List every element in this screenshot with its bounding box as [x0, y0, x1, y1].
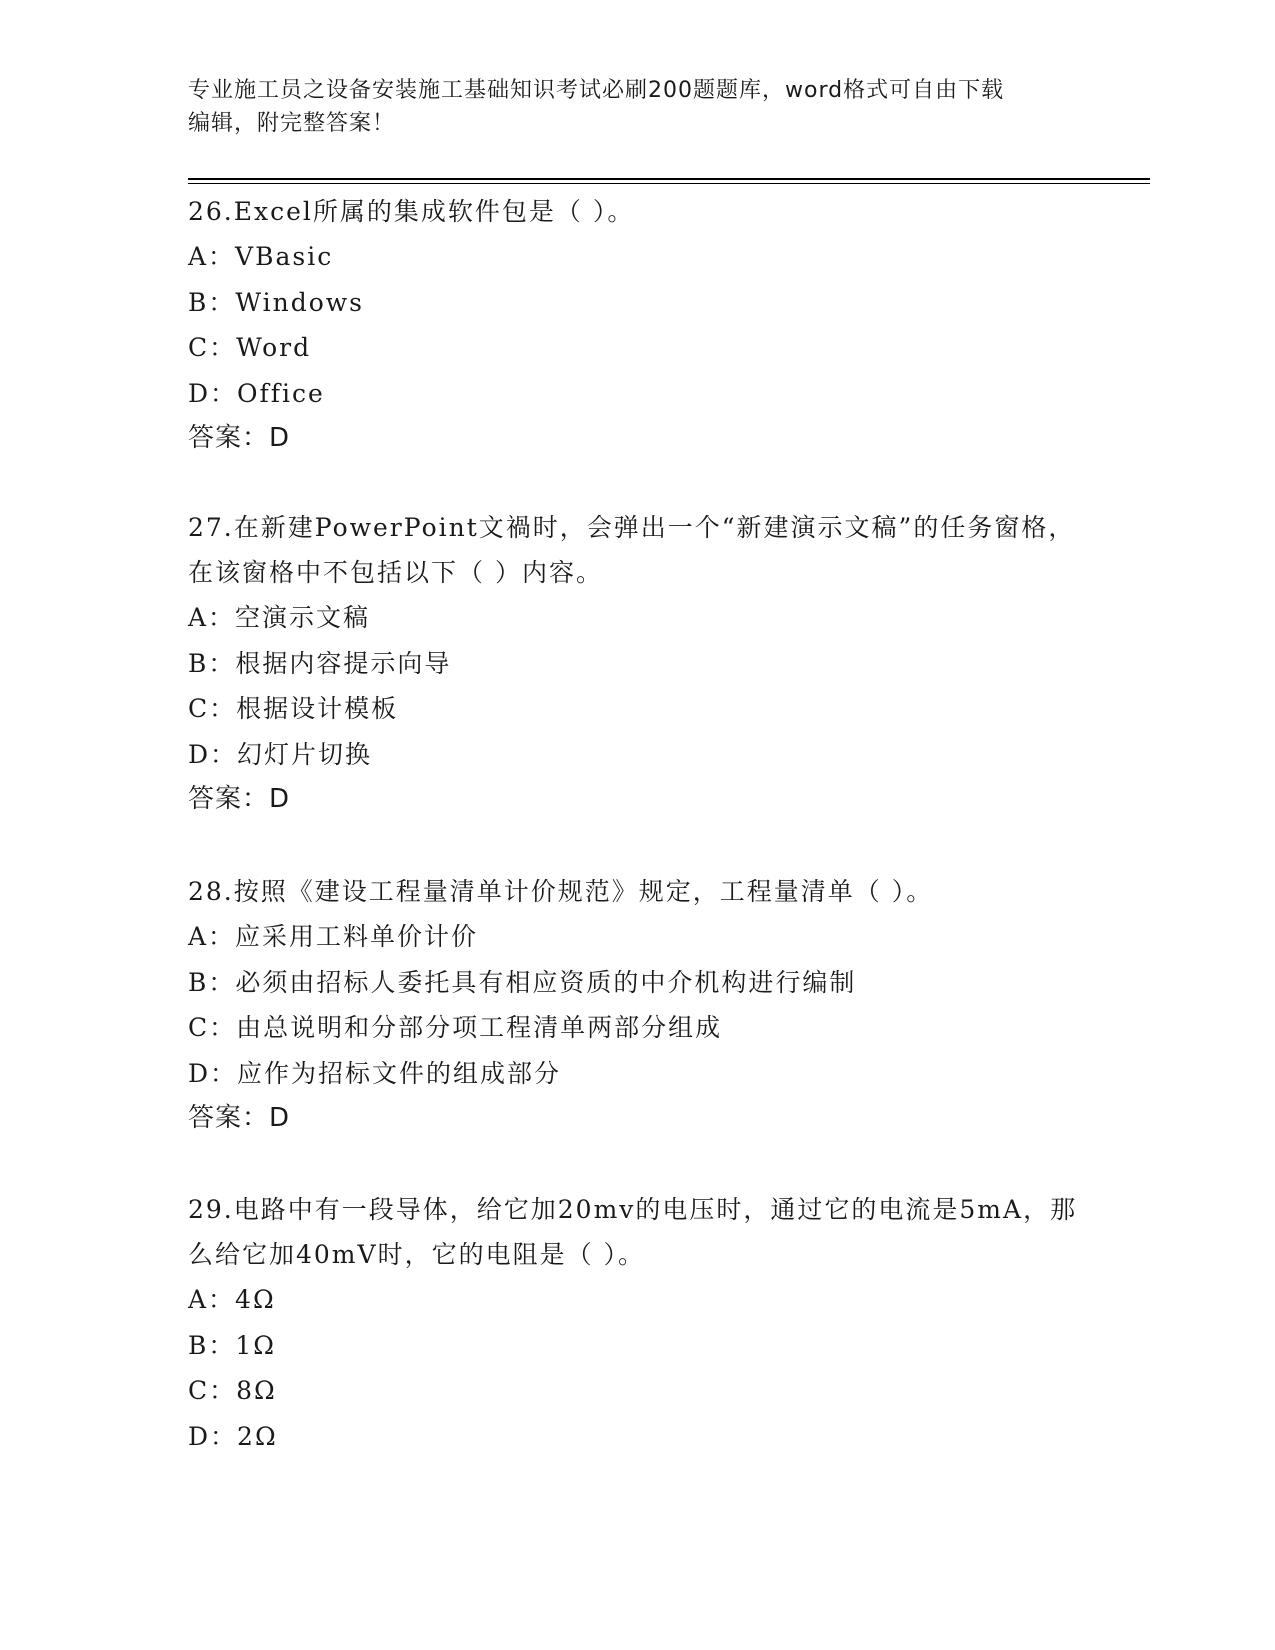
option-c: C：8Ω — [188, 1376, 277, 1405]
header-line-2: 编辑，附完整答案！ — [188, 111, 396, 136]
question-text: 27.在新建PowerPoint文禍时，会弹出一个“新建演示文稿”的任务窗格，在该窗格中不包括以下（ ）内容。 — [188, 513, 1076, 587]
option-d: D：幻灯片切换 — [188, 739, 373, 769]
option-c: C：Word — [188, 333, 312, 362]
question-26 — [188, 189, 1088, 461]
option-c: C：根据设计模板 — [188, 694, 399, 723]
option-d: D：Office — [188, 378, 325, 408]
question-27 — [188, 505, 1088, 822]
question-29 — [188, 1187, 1088, 1459]
option-a: A：VBasic — [188, 242, 334, 271]
option-d: D：应作为招标文件的组成部分 — [188, 1058, 562, 1088]
answer: 答案：D — [188, 784, 291, 814]
answer: 答案：D — [188, 1103, 291, 1133]
option-b: B：必须由招标人委托具有相应资质的中介机构进行编制 — [188, 967, 857, 997]
option-b: B：Windows — [188, 287, 365, 317]
option-a: A：空演示文稿 — [188, 603, 371, 632]
question-text: 28.按照《建设工程量清单计价规范》规定，工程量清单（ ）。 — [188, 877, 934, 906]
option-a: A：应采用工料单价计价 — [188, 922, 479, 951]
document-header — [188, 74, 1088, 140]
question-text: 29.电路中有一段导体，给它加20mv的电压时，通过它的电流是5mA，那么给它加40mV时，它的电阻是（ ）。 — [188, 1195, 1078, 1269]
option-c: C：由总说明和分部分项工程清单两部分组成 — [188, 1013, 723, 1042]
option-a: A：4Ω — [188, 1285, 276, 1314]
question-28 — [188, 869, 1088, 1141]
option-b: B：1Ω — [188, 1330, 277, 1360]
question-text: 26.Excel所属的集成软件包是（ ）。 — [188, 197, 635, 226]
header-line-1: 专业施工员之设备安装施工基础知识考试必刷200题题库，word格式可自由下载 — [188, 78, 1005, 103]
header-divider — [188, 178, 1150, 184]
option-d: D：2Ω — [188, 1421, 278, 1451]
option-b: B：根据内容提示向导 — [188, 648, 452, 678]
answer: 答案：D — [188, 423, 291, 453]
